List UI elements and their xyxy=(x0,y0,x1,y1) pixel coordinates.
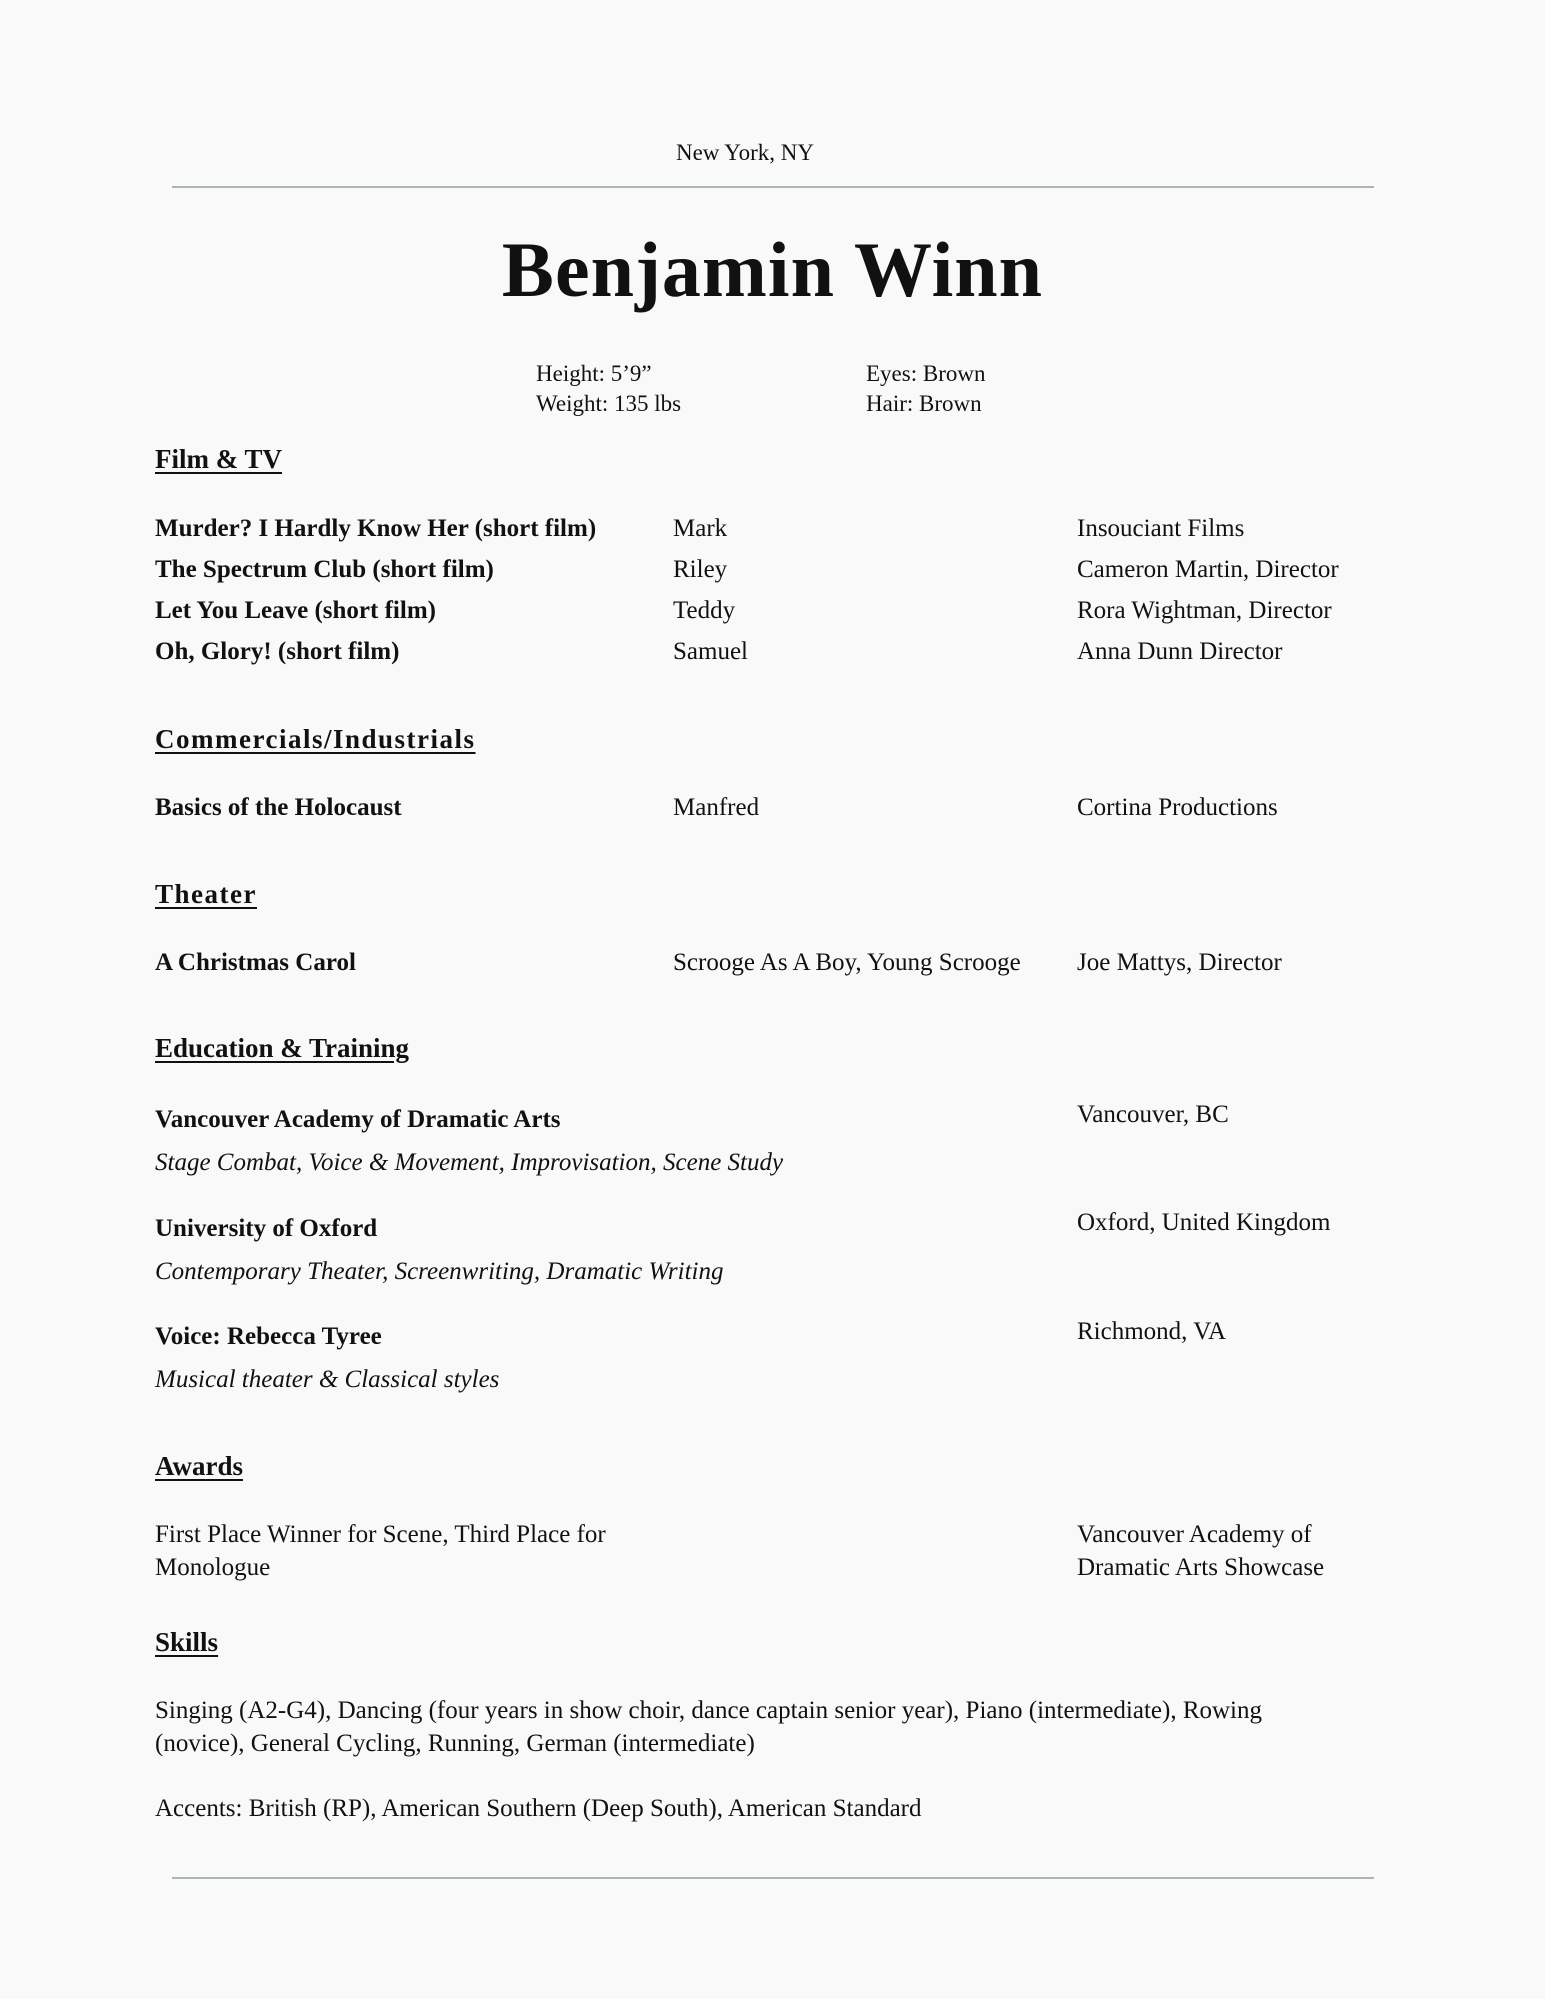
training-details: Contemporary Theater, Screenwriting, Dramatic Writing xyxy=(155,1258,724,1285)
credit-title: The Spectrum Club (short film) xyxy=(155,556,494,583)
school-location: Vancouver, BC xyxy=(1077,1101,1229,1128)
film-tv-heading: Film & TV xyxy=(155,444,282,474)
awards-heading: Awards xyxy=(155,1451,244,1481)
actor-name: Benjamin Winn xyxy=(501,226,1044,313)
credit-title: Let You Leave (short film) xyxy=(155,597,436,624)
school-name: Vancouver Academy of Dramatic Arts xyxy=(155,1106,561,1133)
hair-stat: Hair: Brown xyxy=(866,391,982,416)
commercials-heading: Commercials/Industrials xyxy=(155,724,476,754)
skills-heading: Skills xyxy=(155,1627,219,1657)
credit-role: Manfred xyxy=(673,794,760,821)
eyes-stat: Eyes: Brown xyxy=(866,361,986,386)
credit-company: Insouciant Films xyxy=(1077,515,1245,542)
award-venue-line: Vancouver Academy of xyxy=(1077,1521,1312,1548)
credit-role: Mark xyxy=(673,515,728,542)
credit-role: Riley xyxy=(673,556,728,583)
credit-role: Teddy xyxy=(673,597,736,624)
school-name: University of Oxford xyxy=(155,1215,378,1242)
location-text: New York, NY xyxy=(675,140,814,165)
credit-company: Joe Mattys, Director xyxy=(1077,949,1282,976)
credit-role: Samuel xyxy=(673,638,748,665)
credit-company: Anna Dunn Director xyxy=(1077,638,1283,665)
credit-title: A Christmas Carol xyxy=(155,949,356,976)
training-details: Musical theater & Classical styles xyxy=(155,1366,500,1393)
award-text-line: First Place Winner for Scene, Third Place for xyxy=(155,1521,606,1548)
credit-title: Murder? I Hardly Know Her (short film) xyxy=(155,515,597,542)
education-heading: Education & Training xyxy=(155,1033,410,1063)
school-location: Richmond, VA xyxy=(1077,1318,1227,1345)
theater-heading: Theater xyxy=(155,879,257,909)
credit-role: Scrooge As A Boy, Young Scrooge xyxy=(673,949,1021,976)
credit-title: Basics of the Holocaust xyxy=(155,794,402,821)
skills-text-line: Singing (A2-G4), Dancing (four years in show choir, dance captain senior year), Piano (intermediate), Rowing xyxy=(155,1697,1263,1724)
training-details: Stage Combat, Voice & Movement, Improvisation, Scene Study xyxy=(155,1149,784,1176)
accents-text: Accents: British (RP), American Southern (Deep South), American Standard xyxy=(155,1795,922,1822)
credit-company: Rora Wightman, Director xyxy=(1077,597,1332,624)
bottom-divider xyxy=(172,1877,1374,1879)
weight-stat: Weight: 135 lbs xyxy=(536,391,682,416)
award-venue-line: Dramatic Arts Showcase xyxy=(1077,1554,1325,1581)
skills-text-line: (novice), General Cycling, Running, German (intermediate) xyxy=(155,1730,755,1757)
school-name: Voice: Rebecca Tyree xyxy=(155,1323,382,1350)
top-divider xyxy=(172,186,1374,188)
credit-company: Cortina Productions xyxy=(1077,794,1278,821)
award-text-line: Monologue xyxy=(155,1554,271,1581)
school-location: Oxford, United Kingdom xyxy=(1077,1209,1331,1236)
height-stat: Height: 5’9” xyxy=(536,361,652,386)
credit-title: Oh, Glory! (short film) xyxy=(155,638,400,665)
credit-company: Cameron Martin, Director xyxy=(1077,556,1339,583)
